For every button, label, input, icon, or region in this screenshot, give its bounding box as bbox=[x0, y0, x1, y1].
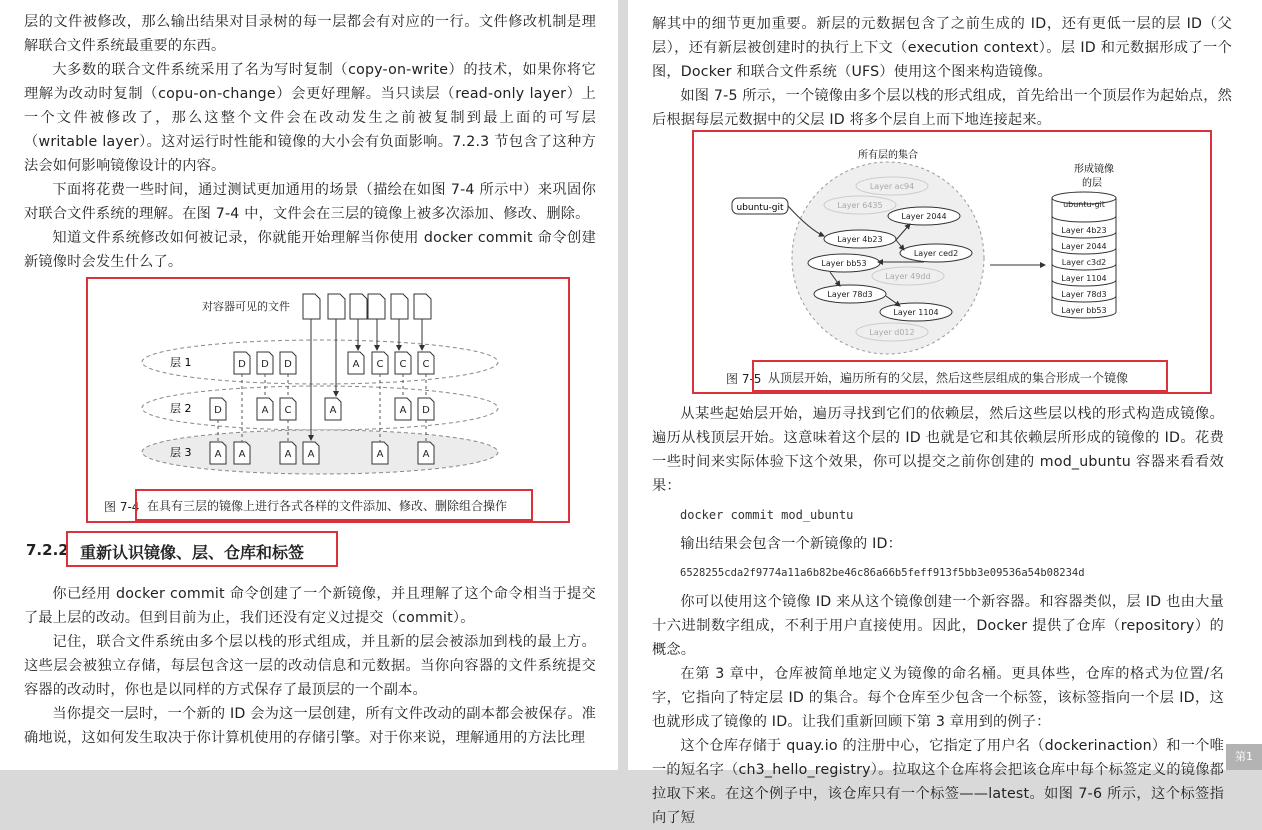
svg-text:A: A bbox=[238, 449, 246, 460]
paragraph: 你已经用 docker commit 命令创建了一个新镜像，并且理解了这个命令相当于提交了最上层的改动。但到目前为止，我们还没有定义过提交（commit）。 bbox=[24, 586, 596, 626]
figure-7-5-diagram bbox=[700, 140, 1200, 360]
svg-text:A: A bbox=[376, 449, 384, 460]
paragraph: 从某些起始层开始，遍历寻找到它们的依赖层，然后这些层以栈的形式构造成镜像。遍历从栈顶层开始。这意味着这个层的 ID 也就是它和其依赖层所形成的镜像的 ID。花费一些时间来实际体验下这个效果，你可以提交之前你创建的 mod_ubuntu 容器来看看效果： bbox=[652, 406, 1224, 494]
svg-text:C: C bbox=[399, 359, 407, 370]
svg-text:A: A bbox=[307, 449, 315, 460]
figure-7-5-number: 图 7-5 bbox=[726, 372, 762, 386]
paragraph: 你可以使用这个镜像 ID 来从这个镜像创建一个新容器。和容器类似，层 ID 也由大量十六进制数字组成，不利于用户直接使用。因此，Docker 提供了仓库（repository）的概念。 bbox=[652, 594, 1224, 658]
svg-text:A: A bbox=[329, 405, 337, 416]
paragraph: 层的文件被修改，那么输出结果对目录树的每一层都会有对应的一行。文件修改机制是理解联合文件系统最重要的东西。 bbox=[24, 14, 596, 54]
svg-text:A: A bbox=[399, 405, 407, 416]
left-body-2 bbox=[24, 582, 596, 750]
paragraph: 知道文件系统修改如何被记录，你就能开始理解当你使用 docker commit 命令创建新镜像时会发生什么了。 bbox=[24, 230, 596, 270]
paragraph: 记住，联合文件系统由多个层以栈的形式组成，并且新的层会被添加到栈的最上方。这些层会被独立存储，每层包含这一层的改动信息和元数据。当你向容器的文件系统提交容器的改动时，你也是以同样的方式保存了最顶层的一个副本。 bbox=[24, 634, 596, 698]
svg-text:D: D bbox=[238, 359, 246, 370]
svg-text:Layer 4b23: Layer 4b23 bbox=[837, 235, 883, 244]
figure-7-5-caption: 从顶层开始，遍历所有的父层，然后这些层组成的集合形成一个镜像 bbox=[768, 371, 1129, 385]
svg-text:Layer 78d3: Layer 78d3 bbox=[1061, 290, 1107, 299]
paragraph: 如图 7-5 所示，一个镜像由多个层以栈的形式组成，首先给出一个顶层作为起始点，然后根据每层元数据中的父层 ID 将多个层自上而下地连接起来。 bbox=[652, 88, 1232, 128]
svg-text:D: D bbox=[422, 405, 430, 416]
svg-text:Layer 6435: Layer 6435 bbox=[837, 201, 883, 210]
figure-7-4-caption: 在具有三层的镜像上进行各式各样的文件添加、修改、删除组合操作 bbox=[147, 499, 508, 513]
start-label: ubuntu-git bbox=[736, 203, 784, 213]
svg-text:Layer bb53: Layer bb53 bbox=[821, 259, 867, 268]
all-layers-label: 所有层的集合 bbox=[858, 150, 918, 161]
paragraph: 这个仓库存储于 quay.io 的注册中心，它指定了用户名（dockerinaction）和一个唯一的短名字（ch3_hello_registry）。拉取这个仓库将会把该仓库中每个标签定义的镜像都拉取下来。在这个例子中，该仓库只有一个标签——latest。如图 7-6 所示，这个标签指向了短 bbox=[652, 738, 1224, 826]
svg-text:ubuntu-git: ubuntu-git bbox=[1063, 200, 1105, 209]
figure-7-4-number: 图 7-4 bbox=[104, 500, 140, 514]
svg-text:Layer c3d2: Layer c3d2 bbox=[1061, 258, 1107, 267]
svg-text:A: A bbox=[352, 359, 360, 370]
svg-text:Layer 4b23: Layer 4b23 bbox=[1061, 226, 1107, 235]
figure-7-4-diagram bbox=[100, 284, 560, 494]
svg-text:A: A bbox=[214, 449, 222, 460]
svg-text:Layer 49dd: Layer 49dd bbox=[885, 272, 931, 281]
svg-text:Layer ced2: Layer ced2 bbox=[913, 249, 959, 258]
paragraph: 解其中的细节更加重要。新层的元数据包含了之前生成的 ID，还有更低一层的层 ID（父层），还有新层被创建时的执行上下文（execution context）。层 ID 和元数据形成了一个图，Docker 和联合文件系统（UFS）使用这个图来构造镜像。 bbox=[652, 16, 1232, 80]
svg-text:Layer 78d3: Layer 78d3 bbox=[827, 290, 873, 299]
svg-text:A: A bbox=[422, 449, 430, 460]
layer-1-label: 层 1 bbox=[170, 356, 192, 369]
svg-text:Layer 2044: Layer 2044 bbox=[1061, 242, 1107, 251]
svg-text:Layer 1104: Layer 1104 bbox=[893, 308, 939, 317]
svg-text:Layer bb53: Layer bb53 bbox=[1061, 306, 1107, 315]
layer-3-label: 层 3 bbox=[170, 446, 192, 459]
svg-text:Layer 1104: Layer 1104 bbox=[1061, 274, 1107, 283]
svg-text:C: C bbox=[376, 359, 384, 370]
svg-text:A: A bbox=[261, 405, 269, 416]
paragraph: 下面将花费一些时间，通过测试更加通用的场景（描绘在如图 7-4 所示中）来巩固你对联合文件系统的理解。在图 7-4 中，文件会在三层的镜像上被多次添加、修改、删除。 bbox=[24, 182, 596, 222]
svg-text:A: A bbox=[284, 449, 292, 460]
section-heading bbox=[26, 540, 69, 559]
svg-text:Layer d012: Layer d012 bbox=[869, 328, 915, 337]
svg-text:D: D bbox=[284, 359, 292, 370]
svg-text:Layer ac94: Layer ac94 bbox=[869, 182, 915, 191]
svg-text:C: C bbox=[422, 359, 430, 370]
code-image-id: 6528255cda2f9774a11a6b82be46c86a66b5feff913f5bb3e09536a54b08234d bbox=[680, 567, 1085, 579]
image-layers-label-2: 的层 bbox=[1082, 178, 1102, 189]
visible-files-label: 对容器可见的文件 bbox=[202, 300, 290, 313]
section-title: 重新认识镜像、层、仓库和标签 bbox=[80, 543, 305, 562]
paragraph: 大多数的联合文件系统采用了名为写时复制（copy-on-write）的技术，如果你将它理解为改动时复制（copu-on-change）会更好理解。当只读层（read-only layer）上一个文件被修改了，那么这整个文件会在改动发生之前被复制到最上面的可写层（writable layer）。这对运行时性能和镜像的大小会有负面影响。7.2.3 节包含了这种方法会如何影响镜像设计的内容。 bbox=[24, 62, 596, 174]
svg-text:D: D bbox=[214, 405, 222, 416]
paragraph: 在第 3 章中，仓库被简单地定义为镜像的命名桶。更具体些，仓库的格式为位置/名字，它指向了特定层 ID 的集合。每个仓库至少包含一个标签，该标签指向一个层 ID，这也就形成了镜像的 ID。让我们重新回顾下第 3 章用到的例子： bbox=[652, 666, 1224, 730]
section-number: 7.2.2 bbox=[26, 541, 69, 559]
layer-2-label: 层 2 bbox=[170, 402, 192, 415]
right-body-2 bbox=[652, 402, 1224, 830]
page-number-tab[interactable]: 第1 bbox=[1226, 744, 1262, 770]
svg-text:C: C bbox=[284, 405, 292, 416]
image-layers-label: 形成镜像 bbox=[1074, 164, 1114, 175]
code-commit: docker commit mod_ubuntu bbox=[680, 508, 854, 522]
svg-text:Layer 2044: Layer 2044 bbox=[901, 212, 947, 221]
paragraph: 当你提交一层时，一个新的 ID 会为这一层创建，所有文件改动的副本都会被保存。准确地说，这如何发生取决于你计算机使用的存储引擎。对于你来说，理解通用的方法比理 bbox=[24, 706, 596, 746]
svg-text:D: D bbox=[261, 359, 269, 370]
paragraph: 输出结果会包含一个新镜像的 ID： bbox=[680, 536, 903, 552]
